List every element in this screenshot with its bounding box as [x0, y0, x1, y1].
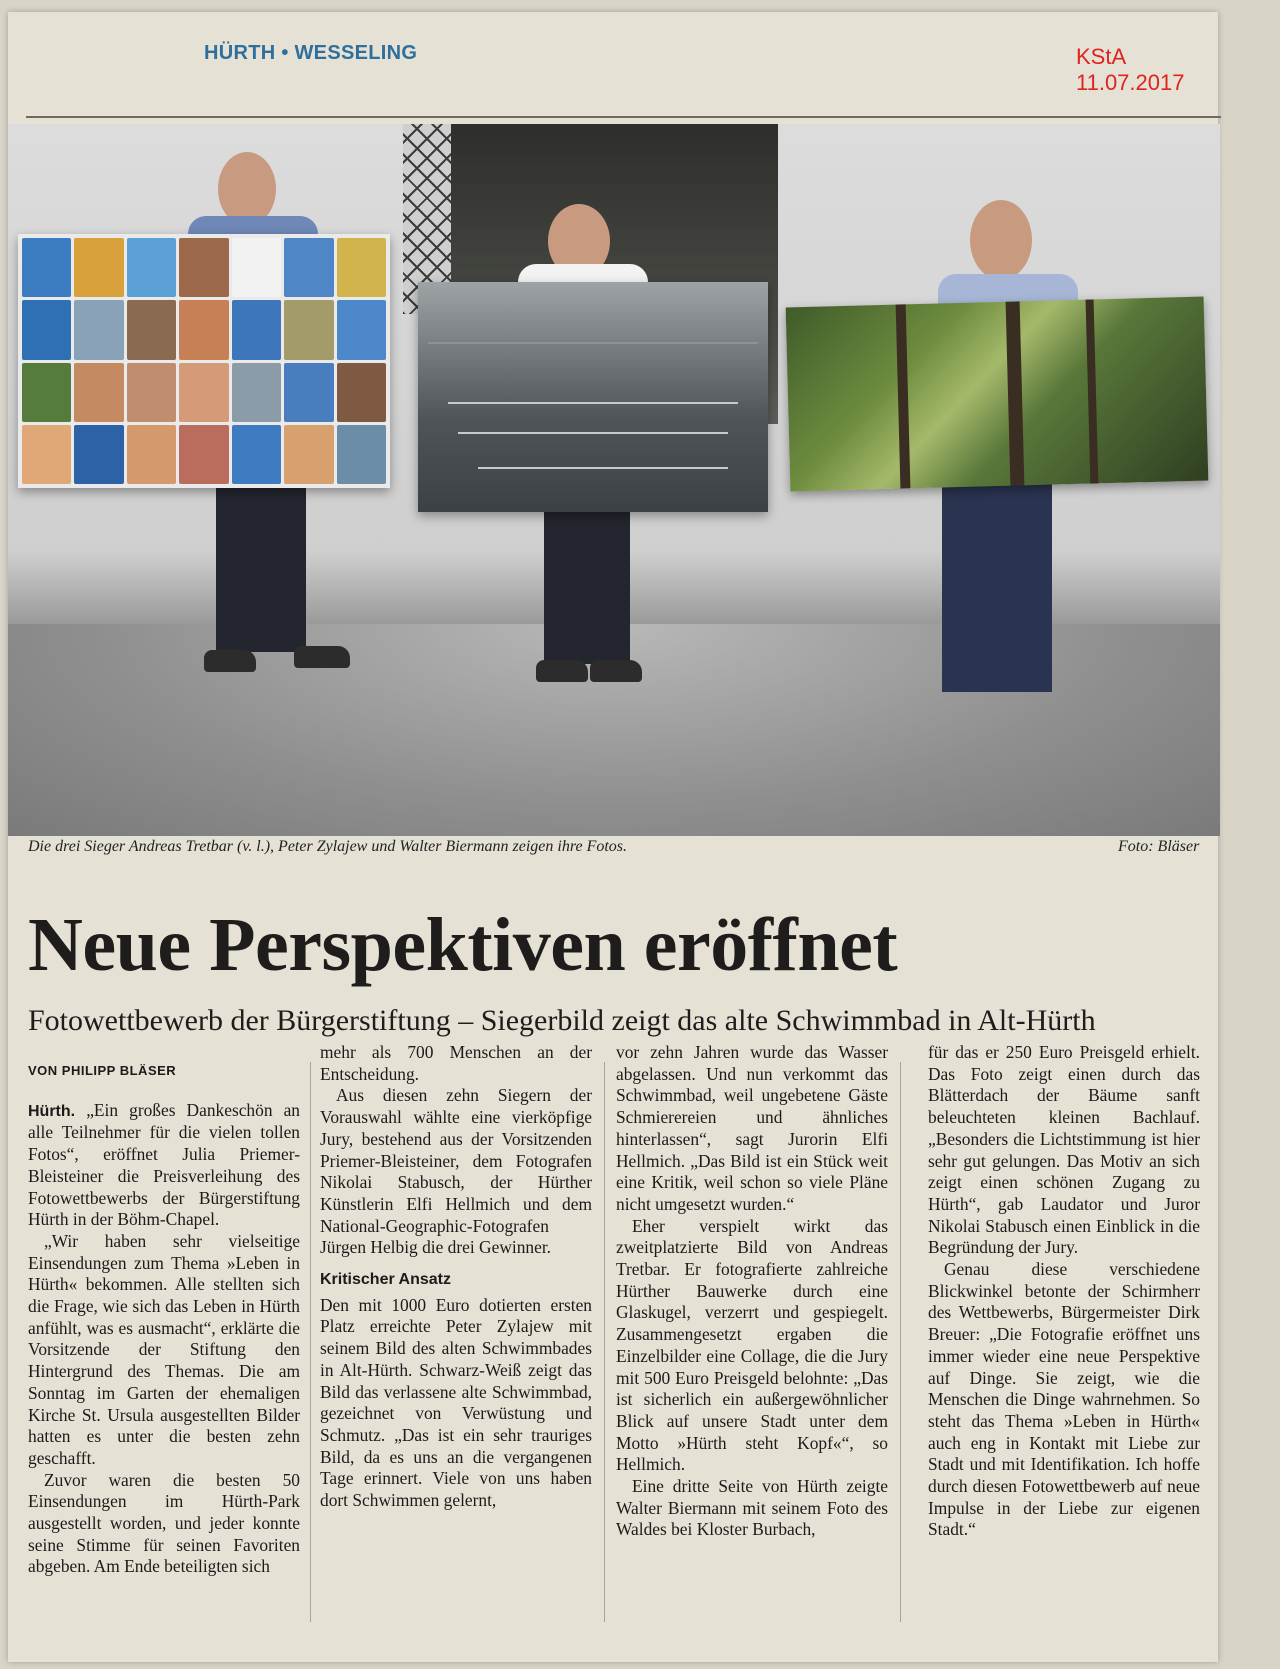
person-shoe: [536, 660, 588, 682]
paragraph: vor zehn Jahren wurde das Wasser abgelassen. Und nun verkommt das Schwimmbad, weil ungebetene Gäste Schmierereien und ähnliches hinterlassen“, sagt Jurorin Elfi Hellmich. „Das Bild ist ein Stück weit eine Kritik, weil schon so viele Pläne nicht umgesetzt wurden.“: [616, 1042, 888, 1214]
paragraph: mehr als 700 Menschen an der Entscheidung.: [320, 1042, 592, 1084]
photo-credit: Foto: Bläser: [1118, 838, 1200, 855]
person-shoe: [204, 650, 256, 672]
dateline: Hürth.: [28, 1102, 76, 1120]
paragraph: Den mit 1000 Euro dotierten ersten Platz erreichte Peter Zylajew mit seinem Bild des alten Schwimmbades in Alt-Hürth. Schwarz-Weiß zeigt das Bild das verlassene alte Schwimmbad, gezeichnet von Verwüstung und Schmutz. „Das ist ein sehr trauriges Bild, da es uns an die vergangenen Tage erinnert. Viele von uns haben dort Schwimmen gelernt,: [320, 1294, 592, 1511]
person-legs: [544, 504, 630, 664]
article-subheadline: Fotowettbewerb der Bürgerstiftung – Siegerbild zeigt das alte Schwimmbad in Alt-Hürth: [28, 1004, 1096, 1037]
byline: VON PHILIPP BLÄSER: [28, 1063, 177, 1078]
paragraph: [28, 1100, 300, 1231]
paragraph: „Wir haben sehr vielseitige Einsendungen zum Thema »Leben in Hürth« bekommen. Alle stellten sich die Frage, wie sich das Leben in Hürth anfühlt, was es ausmacht“, erklärte die Vorsitzende der Stiftung den Hintergrund des Themas. Die am Sonntag im Garten der ehemaligen Kirche St. Ursula ausgestellten Bilder hatten es unter die besten zehn geschafft.: [28, 1230, 300, 1468]
newspaper-page: [8, 12, 1218, 1662]
paragraph: für das er 250 Euro Preisgeld erhielt. Das Foto zeigt einen durch das Blätterdach der Bäume sanft beleuchteten kleinen Bachlauf. „Besonders die Lichtstimmung ist hier sehr gut gelungen. Das Motiv an sich zeigt einen schönen Zugang zu Hürth“, gab Laudator und Juror Nikolai Stabusch einen Einblick in die Begründung der Jury.: [928, 1042, 1200, 1258]
article-photo: [8, 124, 1220, 836]
article-column-3: [616, 1042, 888, 1541]
person-shoe: [590, 660, 642, 682]
paragraph-text: „Ein großes Dankeschön an alle Teilnehmer für die vielen tollen Fotos“, eröffnet Julia Priemer-Bleisteiner die Preisverleihung des Fotowettbewerbs der Bürgerstiftung Hürth in der Böhm-Chapel.: [28, 1099, 300, 1230]
article-column-1: [28, 1060, 300, 1578]
photo-caption: Die drei Sieger Andreas Tretbar (v. l.), Peter Zylajew und Walter Biermann zeigen ihre Fotos.: [28, 838, 628, 855]
article-headline: Neue Perspektiven eröffnet: [28, 903, 898, 987]
person-head: [218, 152, 276, 226]
person-head: [970, 200, 1032, 280]
person-legs: [216, 484, 306, 652]
column-divider: [310, 1062, 311, 1622]
paragraph: Eher verspielt wirkt das zweitplatzierte Bild von Andreas Tretbar. Er fotografierte zahlreiche Hürther Bauwerke durch eine Glaskugel, verzerrt und gespiegelt. Zusammengesetzt ergaben die Einzelbilder eine Collage, die die Jury mit 500 Euro Preisgeld belohnte: „Das ist sicherlich ein außergewöhnlicher Blick auf unsere Stadt unter dem Motto »Hürth steht Kopf«“, so Hellmich.: [616, 1215, 888, 1475]
paragraph: Zuvor waren die besten 50 Einsendungen im Hürth-Park ausgestellt worden, und jeder konnte seine Stimme für seinen Favoriten abgeben. Am Ende beteiligten sich: [28, 1469, 300, 1577]
header-rule: [26, 116, 1221, 118]
section-label: HÜRTH • WESSELING: [204, 42, 418, 64]
photo-collage-glass-spheres: [18, 234, 390, 488]
paragraph: Aus diesen zehn Siegern der Vorauswahl wählte eine vierköpfige Jury, bestehend aus der Vorsitzenden Priemer-Bleisteiner, dem Fotografen Nikolai Stabusch, der Hürther Künstlerin Elfi Hellmich und dem National-Geographic-Fotografen Jürgen Helbig die drei Gewinner.: [320, 1085, 592, 1258]
section-subheading: Kritischer Ansatz: [320, 1271, 451, 1289]
paragraph: Eine dritte Seite von Hürth zeigte Walter Biermann mit seinem Foto des Waldes bei Kloster Burbach,: [616, 1476, 888, 1540]
person-shoe: [294, 646, 350, 668]
column-divider: [604, 1062, 605, 1622]
photo-forest-kloster-burbach: [786, 297, 1209, 492]
source-date-stamp: KStA 11.07.2017: [1076, 44, 1185, 95]
paragraph: Genau diese verschiedene Blickwinkel betonte der Schirmherr des Wettbewerbs, Bürgermeister Dirk Breuer: „Die Fotografie eröffnet uns immer wieder eine neue Perspektive auf Dinge. Sie zeigt, wie die Menschen die Dinge wahrnehmen. So steht das Thema »Leben in Hürth« auch eng in Kontakt mit Liebe zur Stadt und mit Identifikation. Ich hoffe durch diesen Fotowettbewerb auf neue Impulse in der Liebe zur eigenen Stadt.“: [928, 1259, 1200, 1540]
photo-old-swimming-pool: [418, 282, 768, 512]
column-divider: [900, 1062, 901, 1622]
article-column-2: [320, 1042, 592, 1512]
article-column-4: [928, 1042, 1200, 1541]
person-legs: [942, 482, 1052, 692]
